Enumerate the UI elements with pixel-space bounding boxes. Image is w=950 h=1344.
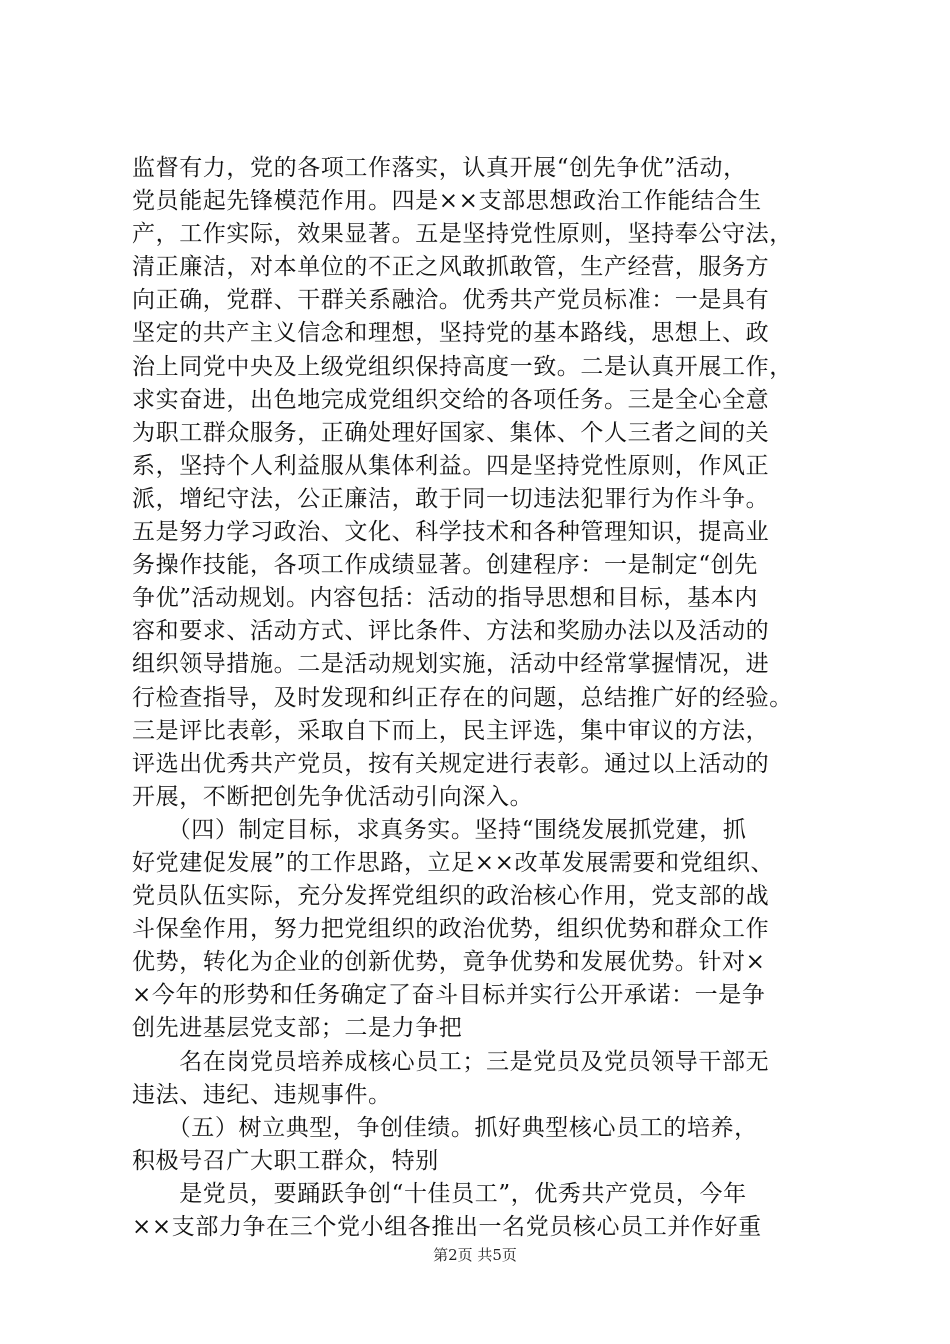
text-line: 开展，不断把创先争优活动引向深入。 xyxy=(132,783,534,810)
text-line: 系，坚持个人利益服从集体利益。四是坚持党性原则，作风正 xyxy=(132,452,770,479)
text-line: 治上同党中央及上级党组织保持高度一致。二是认真开展工作， xyxy=(132,353,793,380)
text-line: 清正廉洁，对本单位的不正之风敢抓敢管，生产经营，服务方 xyxy=(132,254,770,281)
text-line: （四）制定目标，求真务实。坚持“围绕发展抓党建，抓 xyxy=(132,816,747,843)
text-line: 违法、违纪、违规事件。 xyxy=(132,1081,392,1108)
text-line: 党员队伍实际，充分发挥党组织的政治核心作用，党支部的战 xyxy=(132,883,770,910)
text-line: 务操作技能，各项工作成绩显著。创建程序：一是制定“创先 xyxy=(132,552,758,579)
text-line: 五是努力学习政治、文化、科学技术和各种管理知识，提高业 xyxy=(132,519,770,546)
text-line: 争优”活动规划。内容包括：活动的指导思想和目标，基本内 xyxy=(132,585,758,612)
text-line: （五）树立典型，争创佳绩。抓好典型核心员工的培养， xyxy=(132,1114,758,1141)
text-line: 好党建促发展”的工作思路，立足××改革发展需要和党组织、 xyxy=(132,849,775,876)
text-line: 名在岗党员培养成核心员工；三是党员及党员领导干部无 xyxy=(132,1048,770,1075)
text-line: 是党员，要踊跃争创“十佳员工”，优秀共产党员，今年 xyxy=(132,1180,747,1207)
text-line: 积极号召广大职工群众，特别 xyxy=(132,1147,439,1174)
text-line: 斗保垒作用，努力把党组织的政治优势，组织优势和群众工作 xyxy=(132,916,770,943)
page-number-footer: 第2页 共5页 xyxy=(433,1246,517,1264)
text-line: 向正确，党群、干群关系融洽。优秀共产党员标准：一是具有 xyxy=(132,287,770,314)
text-line: 求实奋进，出色地完成党组织交给的各项任务。三是全心全意 xyxy=(132,386,770,413)
text-line: 评选出优秀共产党员，按有关规定进行表彰。通过以上活动的 xyxy=(132,750,770,777)
text-line: ×今年的形势和任务确定了奋斗目标并实行公开承诺：一是争 xyxy=(132,982,766,1009)
text-line: 三是评比表彰，采取自下而上，民主评选，集中审议的方法， xyxy=(132,717,770,744)
text-line: 为职工群众服务，正确处理好国家、集体、个人三者之间的关 xyxy=(132,419,770,446)
text-line: 党员能起先锋模范作用。四是××支部思想政治工作能结合生 xyxy=(132,188,762,215)
text-line: ××支部力争在三个党小组各推出一名党员核心员工并作好重 xyxy=(132,1214,762,1240)
text-line: 容和要求、活动方式、评比条件、方法和奖励办法以及活动的 xyxy=(132,618,770,645)
text-line: 派，增纪守法，公正廉洁，敢于同一切违法犯罪行为作斗争。 xyxy=(132,485,770,512)
text-line: 创先进基层党支部；二是力争把 xyxy=(132,1015,463,1042)
text-line: 组织领导措施。二是活动规划实施，活动中经常掌握情况，进 xyxy=(132,651,770,678)
text-line: 监督有力，党的各项工作落实，认真开展“创先争优”活动， xyxy=(132,155,747,181)
text-line: 产，工作实际，效果显著。五是坚持党性原则，坚持奉公守法， xyxy=(132,221,793,248)
document-body xyxy=(132,152,848,1244)
text-line: 优势，转化为企业的创新优势，竟争优势和发展优势。针对× xyxy=(132,949,766,976)
text-line: 行检查指导，及时发现和纠正存在的问题，总结推广好的经验。 xyxy=(132,684,793,711)
text-line: 坚定的共产主义信念和理想，坚持党的基本路线，思想上、政 xyxy=(132,320,770,347)
